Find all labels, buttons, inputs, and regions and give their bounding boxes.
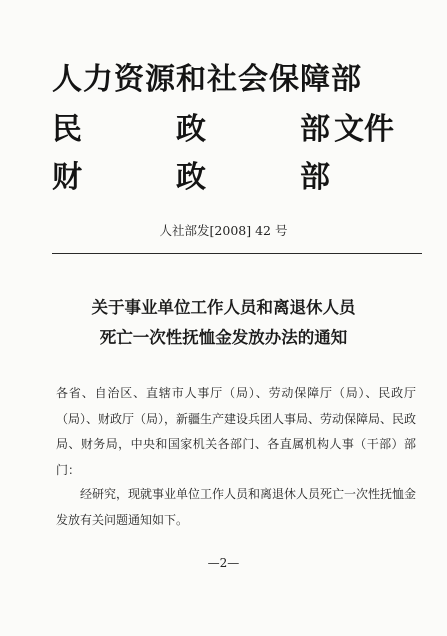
issuer-char-cai: 财 [52, 160, 82, 195]
issuer-char-zheng-2: 政 [176, 160, 206, 195]
document-title-line-2: 死亡一次性抚恤金发放办法的通知 [99, 328, 348, 347]
issuer-line-finance [52, 160, 412, 196]
document-number: 人社部发[2008] 42 号 [159, 223, 288, 238]
header-divider [52, 253, 422, 254]
page-number: —2— [207, 556, 240, 570]
issuer-char-bu-2: 部 [300, 160, 330, 195]
issuer-char-zheng: 政 [176, 112, 206, 147]
issuer-char-bu: 部 [300, 112, 330, 147]
issuer-line-civil-affairs [52, 112, 412, 148]
document-title-line-1: 关于事业单位工作人员和离退休人员 [91, 298, 356, 317]
issuer-char-min: 民 [52, 112, 82, 147]
intro-paragraph: 经研究，现就事业单位工作人员和离退休人员死亡一次性抚恤金发放有关问题通知如下。 [56, 487, 417, 527]
recipients-paragraph: 各省、自治区、直辖市人事厅（局）、劳动保障厅（局）、民政厅（局）、财政厅（局），新疆生产建设兵团人事局、劳动保障局、民政局、财务局，中央和国家机关各部门、各直属机构人事（干部）部门： [56, 386, 417, 477]
document-label: 文件 [334, 112, 394, 147]
issuer-line-hrss: 人力资源和社会保障部 [52, 62, 362, 97]
